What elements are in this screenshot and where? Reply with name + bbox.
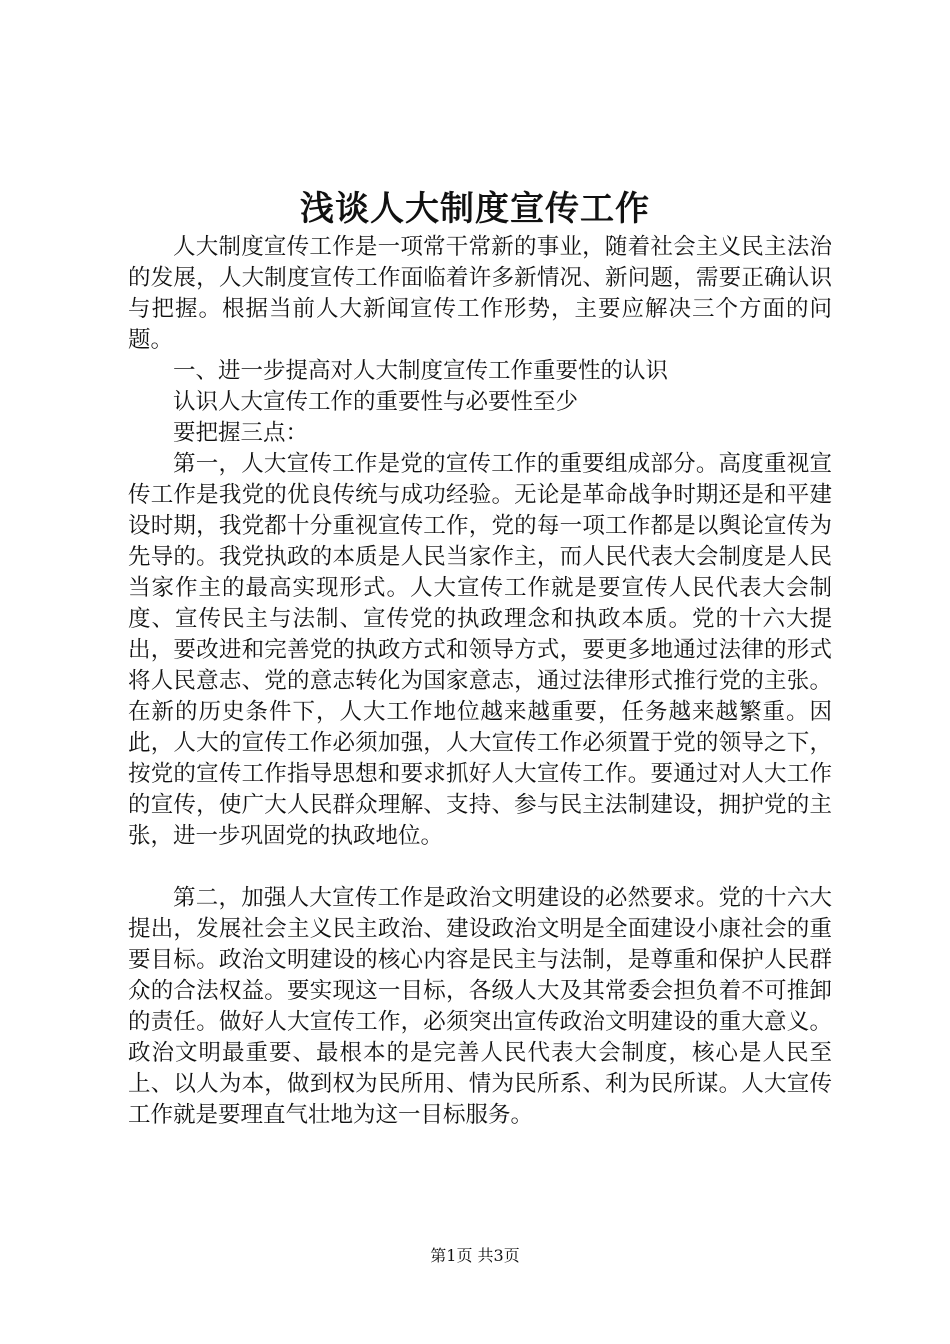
section-heading-one: 一、进一步提高对人大制度宣传工作重要性的认识 bbox=[173, 358, 669, 384]
page-footer: 第1页 共3页 bbox=[430, 1246, 520, 1265]
document-title: 浅谈人大制度宣传工作 bbox=[300, 189, 650, 229]
paragraph-recognition: 认识人大宣传工作的重要性与必要性至少 bbox=[173, 389, 579, 415]
paragraph-intro: 人大制度宣传工作是一项常干常新的事业，随着社会主义民主法治的发展，人大制度宣传工作面临着许多新情况、新问题，需要正确认识与把握。根据当前人大新闻宣传工作形势，主要应解决三个方面的问题。 bbox=[128, 234, 832, 353]
document-body bbox=[128, 232, 832, 1131]
paragraph-three-points: 要把握三点： bbox=[173, 420, 309, 446]
paragraph-point-one: 第一，人大宣传工作是党的宣传工作的重要组成部分。高度重视宣传工作是我党的优良传统与成功经验。无论是革命战争时期还是和平建设时期，我党都十分重视宣传工作，党的每一项工作都是以舆论宣传为先导的。我党执政的本质是人民当家作主，而人民代表大会制度是人民当家作主的最高实现形式。人大宣传工作就是要宣传人民代表大会制度、宣传民主与法制、宣传党的执政理念和执政本质。党的十六大提出，要改进和完善党的执政方式和领导方式，要更多地通过法律的形式将人民意志、党的意志转化为国家意志，通过法律形式推行党的主张。在新的历史条件下，人大工作地位越来越重要，任务越来越繁重。因此，人大的宣传工作必须加强，人大宣传工作必须置于党的领导之下，按党的宣传工作指导思想和要求抓好人大宣传工作。要通过对人大工作的宣传，使广大人民群众理解、支持、参与民主法制建设，拥护党的主张，进一步巩固党的执政地位。 bbox=[128, 451, 832, 849]
paragraph-point-two: 第二，加强人大宣传工作是政治文明建设的必然要求。党的十六大提出，发展社会主义民主政治、建设政治文明是全面建设小康社会的重要目标。政治文明建设的核心内容是民主与法制，是尊重和保护人民群众的合法权益。要实现这一目标，各级人大及其常委会担负着不可推卸的责任。做好人大宣传工作，必须突出宣传政治文明建设的重大意义。政治文明最重要、最根本的是完善人民代表大会制度，核心是人民至上、以人为本，做到权为民所用、情为民所系、利为民所谋。人大宣传工作就是要理直气壮地为这一目标服务。 bbox=[128, 885, 832, 1128]
